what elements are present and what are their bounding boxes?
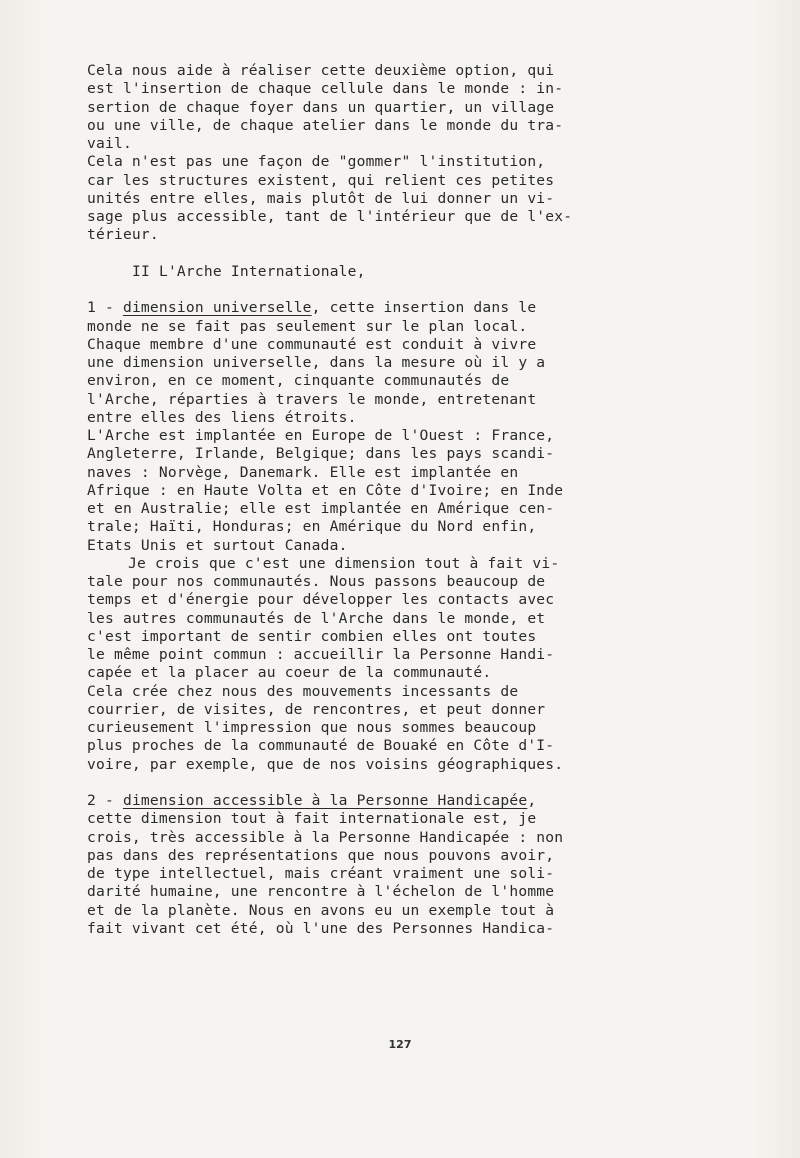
text-line: vail. [87, 135, 132, 152]
section-1-title: dimension universelle [122, 299, 312, 317]
text-line: les autres communautés de l'Arche dans le monde, et [87, 609, 546, 627]
text-line: Etats Unis et surtout Canada. [87, 536, 348, 554]
text-line: pas dans des représentations que nous pouvons avoir, [87, 846, 555, 864]
text-line: cette dimension tout à fait internationale est, je [87, 810, 537, 828]
paragraph-1 [87, 62, 727, 153]
text-line: ou une ville, de chaque atelier dans le monde du tra- [87, 116, 564, 134]
spacer [87, 774, 727, 792]
text-line: le même point commun : accueillir la Personne Handi- [87, 646, 555, 663]
text-line: trale; Haïti, Honduras; en Amérique du Nord enfin, [87, 518, 537, 536]
section-heading: II L'Arche Internationale, [132, 262, 366, 280]
text-line: l'Arche, réparties à travers le monde, entretenant [87, 390, 537, 408]
text-line: c'est important de sentir combien elles ont toutes [87, 627, 537, 645]
text-line: une dimension universelle, dans la mesure où il y a [87, 354, 546, 371]
section-2-first-line [87, 792, 727, 810]
text-line: Cela crée chez nous des mouvements incessants de [87, 682, 519, 700]
text-line: Angleterre, Irlande, Belgique; dans les pays scandi- [87, 445, 555, 463]
text-line: Cela nous aide à réaliser cette deuxième option, qui [87, 62, 555, 79]
spacer [87, 245, 727, 263]
text-line: et de la planète. Nous en avons eu un exemple tout à [87, 901, 555, 919]
text-line: est l'insertion de chaque cellule dans le monde : in- [87, 80, 564, 98]
section-2-number: 2 - [87, 792, 123, 809]
text-line: térieur. [87, 226, 159, 244]
text-line: unités entre elles, mais plutôt de lui donner un vi- [87, 189, 555, 207]
text-line: tale pour nos communautés. Nous passons beaucoup de [87, 573, 546, 590]
page-number: 127 [388, 1038, 412, 1051]
text-line: crois, très accessible à la Personne Handicapée : non [87, 828, 564, 846]
text-line: voire, par exemple, que de nos voisins géographiques. [87, 755, 564, 773]
text-line: Cela n'est pas une façon de "gommer" l'institution, [87, 153, 546, 171]
text-line: monde ne se fait pas seulement sur le plan local. [87, 317, 528, 335]
text-line: Afrique : en Haute Volta et en Côte d'Ivoire; en Inde [87, 481, 564, 499]
body-text [87, 62, 727, 938]
text-line: et en Australie; elle est implantée en Amérique cen- [87, 500, 555, 517]
text-line: plus proches de la communauté de Bouaké en Côte d'I- [87, 737, 555, 755]
section-2-title: dimension accessible à la Personne Handicapée [122, 792, 528, 809]
section-1 [87, 299, 727, 774]
text-line: curieusement l'impression que nous sommes beaucoup [87, 719, 537, 736]
section-1-first-line [87, 299, 727, 317]
text-line: fait vivant cet été, où l'une des Personnes Handica- [87, 919, 555, 937]
text-line: sertion de chaque foyer dans un quartier, un village [87, 98, 555, 116]
section-1-first-line-rest: , cette insertion dans le [311, 299, 537, 317]
text-line: de type intellectuel, mais créant vraiment une soli- [87, 865, 555, 882]
text-line: sage plus accessible, tant de l'intérieur que de l'ex- [87, 208, 573, 225]
section-2 [87, 792, 727, 938]
text-line: capée et la placer au coeur de la communauté. [87, 664, 492, 682]
text-line-indented: Je crois que c'est une dimension tout à fait vi- [128, 554, 560, 572]
spacer [87, 281, 727, 299]
text-line: darité humaine, une rencontre à l'échelon de l'homme [87, 883, 555, 901]
text-line: L'Arche est implantée en Europe de l'Ouest : France, [87, 427, 555, 444]
text-line: temps et d'énergie pour développer les contacts avec [87, 591, 555, 609]
paragraph-2 [87, 153, 727, 244]
text-line: courrier, de visites, de rencontres, et peut donner [87, 700, 546, 718]
text-line: car les structures existent, qui relient ces petites [87, 171, 555, 189]
section-1-number: 1 - [87, 299, 123, 317]
section-2-first-line-rest: , [527, 792, 537, 809]
text-line: environ, en ce moment, cinquante communautés de [87, 372, 510, 390]
text-line: naves : Norvège, Danemark. Elle est implantée en [87, 463, 519, 481]
text-line: Chaque membre d'une communauté est conduit à vivre [87, 335, 537, 353]
text-line: entre elles des liens étroits. [87, 408, 357, 426]
